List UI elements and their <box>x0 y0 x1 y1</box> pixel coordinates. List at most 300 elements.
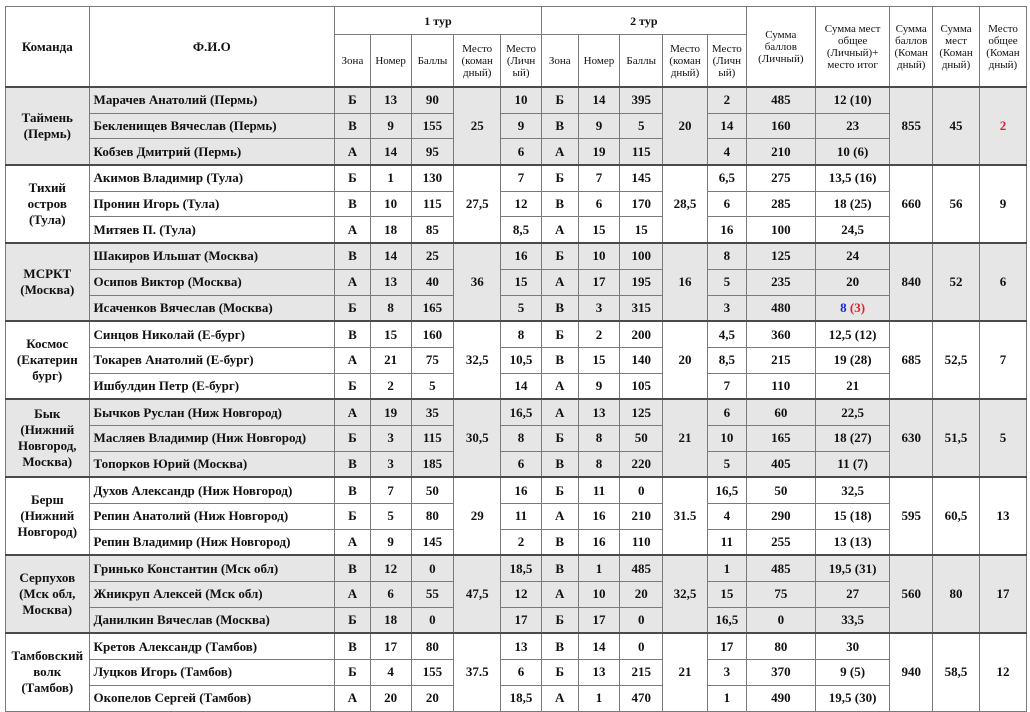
table-row <box>6 373 1027 399</box>
personal-sum: 485 <box>746 87 815 113</box>
t2-zone: Б <box>541 660 578 686</box>
t2-number: 19 <box>578 139 620 165</box>
personal-sum: 100 <box>746 217 815 243</box>
team-group <box>6 321 1027 399</box>
personal-sum: 160 <box>746 113 815 139</box>
t2-personal-place: 5 <box>707 451 746 477</box>
participant-name: Луцков Игорь (Тамбов) <box>89 660 335 686</box>
t1-personal-place: 6 <box>501 139 542 165</box>
header-place-personal-1: Место (Личн ый) <box>501 35 542 88</box>
personal-sum: 255 <box>746 529 815 555</box>
t1-number: 2 <box>370 373 411 399</box>
table-row <box>6 633 1027 659</box>
overall-place: 13 <box>979 477 1026 555</box>
table-row <box>6 607 1027 633</box>
team-group <box>6 165 1027 243</box>
places-total: 12,5 (12) <box>815 321 889 347</box>
t1-personal-place: 8 <box>501 321 542 347</box>
t2-number: 13 <box>578 399 620 425</box>
table-header <box>6 7 1027 88</box>
t1-zone: В <box>335 451 371 477</box>
t2-points: 100 <box>620 243 663 269</box>
team-places-sum: 60,5 <box>933 477 980 555</box>
t2-personal-place: 16,5 <box>707 477 746 503</box>
places-total: 13,5 (16) <box>815 165 889 191</box>
t2-personal-place: 1 <box>707 555 746 581</box>
t1-zone: А <box>335 685 371 711</box>
table-row <box>6 139 1027 165</box>
t1-number: 7 <box>370 477 411 503</box>
t2-personal-place: 3 <box>707 660 746 686</box>
t1-team-place: 37.5 <box>454 633 501 711</box>
t1-personal-place: 13 <box>501 633 542 659</box>
t1-personal-place: 14 <box>501 373 542 399</box>
participant-name: Бекленищев Вячеслав (Пермь) <box>89 113 335 139</box>
t2-number: 14 <box>578 633 620 659</box>
t2-points: 200 <box>620 321 663 347</box>
t1-team-place: 47,5 <box>454 555 501 633</box>
t1-points: 0 <box>411 607 454 633</box>
team-group <box>6 399 1027 477</box>
t2-number: 1 <box>578 685 620 711</box>
t1-personal-place: 9 <box>501 113 542 139</box>
t2-number: 15 <box>578 217 620 243</box>
t2-points: 0 <box>620 477 663 503</box>
t2-team-place: 21 <box>663 633 708 711</box>
t2-points: 15 <box>620 217 663 243</box>
t2-personal-place: 16,5 <box>707 607 746 633</box>
participant-name: Гринько Константин (Мск обл) <box>89 555 335 581</box>
t1-number: 6 <box>370 582 411 608</box>
t2-zone: Б <box>541 321 578 347</box>
t2-zone: А <box>541 373 578 399</box>
header-place-team-1: Место (коман дный) <box>454 35 501 88</box>
t2-personal-place: 4 <box>707 504 746 530</box>
t2-personal-place: 6 <box>707 399 746 425</box>
t2-team-place: 20 <box>663 321 708 399</box>
t1-zone: В <box>335 243 371 269</box>
t2-points: 395 <box>620 87 663 113</box>
table-row <box>6 425 1027 451</box>
table-row <box>6 191 1027 217</box>
table-row <box>6 504 1027 530</box>
t2-number: 8 <box>578 425 620 451</box>
t1-points: 5 <box>411 373 454 399</box>
t2-points: 145 <box>620 165 663 191</box>
places-total: 19,5 (30) <box>815 685 889 711</box>
t2-zone: Б <box>541 87 578 113</box>
participant-name: Данилкин Вячеслав (Москва) <box>89 607 335 633</box>
team-points-sum: 630 <box>890 399 933 477</box>
places-total: 27 <box>815 582 889 608</box>
t2-zone: Б <box>541 243 578 269</box>
t1-zone: А <box>335 529 371 555</box>
t1-points: 0 <box>411 555 454 581</box>
t1-zone: Б <box>335 373 371 399</box>
t2-number: 7 <box>578 165 620 191</box>
personal-sum: 0 <box>746 607 815 633</box>
header-tour2: 2 тур <box>541 7 746 35</box>
t2-zone: В <box>541 191 578 217</box>
t1-team-place: 32,5 <box>454 321 501 399</box>
t1-points: 85 <box>411 217 454 243</box>
header-zone-1: Зона <box>335 35 371 88</box>
t1-points: 155 <box>411 660 454 686</box>
t1-personal-place: 18,5 <box>501 685 542 711</box>
places-total: 19 (28) <box>815 347 889 373</box>
t2-personal-place: 6 <box>707 191 746 217</box>
participant-name: Кретов Александр (Тамбов) <box>89 633 335 659</box>
team-name: Бык (Нижний Новгород, Москва) <box>6 399 90 477</box>
team-points-sum: 685 <box>890 321 933 399</box>
t2-zone: А <box>541 217 578 243</box>
t1-points: 25 <box>411 243 454 269</box>
participant-name: Марачев Анатолий (Пермь) <box>89 87 335 113</box>
t1-number: 14 <box>370 243 411 269</box>
t2-number: 15 <box>578 347 620 373</box>
t1-zone: В <box>335 633 371 659</box>
team-group <box>6 87 1027 165</box>
team-group <box>6 243 1027 321</box>
t1-personal-place: 10,5 <box>501 347 542 373</box>
t1-zone: Б <box>335 607 371 633</box>
places-total: 24 <box>815 243 889 269</box>
t1-personal-place: 8 <box>501 425 542 451</box>
team-places-sum: 52 <box>933 243 980 321</box>
personal-sum: 485 <box>746 555 815 581</box>
t2-number: 13 <box>578 660 620 686</box>
t1-number: 20 <box>370 685 411 711</box>
t2-number: 10 <box>578 582 620 608</box>
personal-sum: 210 <box>746 139 815 165</box>
participant-name: Топорков Юрий (Москва) <box>89 451 335 477</box>
t1-zone: Б <box>335 165 371 191</box>
personal-sum: 50 <box>746 477 815 503</box>
places-total: 32,5 <box>815 477 889 503</box>
participant-name: Окопелов Сергей (Тамбов) <box>89 685 335 711</box>
t1-number: 14 <box>370 139 411 165</box>
header-sum-places: Сумма мест общее (Личный)+ место итог <box>815 7 889 88</box>
t2-number: 1 <box>578 555 620 581</box>
t1-number: 4 <box>370 660 411 686</box>
t1-number: 17 <box>370 633 411 659</box>
t1-zone: Б <box>335 660 371 686</box>
team-places-sum: 58,5 <box>933 633 980 711</box>
t2-zone: В <box>541 555 578 581</box>
personal-sum: 215 <box>746 347 815 373</box>
team-points-sum: 940 <box>890 633 933 711</box>
team-points-sum: 840 <box>890 243 933 321</box>
t1-number: 5 <box>370 504 411 530</box>
t2-number: 14 <box>578 87 620 113</box>
personal-sum: 285 <box>746 191 815 217</box>
t1-zone: А <box>335 399 371 425</box>
t1-personal-place: 16 <box>501 243 542 269</box>
team-places-sum: 80 <box>933 555 980 633</box>
t1-number: 10 <box>370 191 411 217</box>
t1-points: 90 <box>411 87 454 113</box>
team-places-sum: 51,5 <box>933 399 980 477</box>
team-name: Серпухов (Мск обл, Москва) <box>6 555 90 633</box>
places-total: 18 (25) <box>815 191 889 217</box>
overall-place: 7 <box>979 321 1026 399</box>
t1-personal-place: 17 <box>501 607 542 633</box>
t2-points: 470 <box>620 685 663 711</box>
places-total: 21 <box>815 373 889 399</box>
participant-name: Ишбулдин Петр (Е-бург) <box>89 373 335 399</box>
t2-points: 210 <box>620 504 663 530</box>
participant-name: Масляев Владимир (Ниж Новгород) <box>89 425 335 451</box>
overall-place: 17 <box>979 555 1026 633</box>
t1-points: 55 <box>411 582 454 608</box>
t1-personal-place: 5 <box>501 295 542 321</box>
t2-points: 50 <box>620 425 663 451</box>
t2-team-place: 21 <box>663 399 708 477</box>
t2-personal-place: 10 <box>707 425 746 451</box>
t1-personal-place: 12 <box>501 582 542 608</box>
t1-number: 13 <box>370 269 411 295</box>
t2-number: 10 <box>578 243 620 269</box>
overall-place: 6 <box>979 243 1026 321</box>
t2-points: 20 <box>620 582 663 608</box>
participant-name: Репин Владимир (Ниж Новгород) <box>89 529 335 555</box>
t2-zone: А <box>541 399 578 425</box>
t1-points: 145 <box>411 529 454 555</box>
t1-points: 80 <box>411 633 454 659</box>
personal-sum: 80 <box>746 633 815 659</box>
participant-name: Синцов Николай (Е-бург) <box>89 321 335 347</box>
t2-zone: А <box>541 582 578 608</box>
team-points-sum: 660 <box>890 165 933 243</box>
participant-name: Осипов Виктор (Москва) <box>89 269 335 295</box>
team-group <box>6 633 1027 711</box>
places-total-highlight: 8 <box>840 299 847 315</box>
personal-sum: 110 <box>746 373 815 399</box>
t2-zone: В <box>541 113 578 139</box>
table-row <box>6 269 1027 295</box>
t1-number: 3 <box>370 451 411 477</box>
personal-sum: 405 <box>746 451 815 477</box>
table-row <box>6 87 1027 113</box>
personal-sum: 370 <box>746 660 815 686</box>
participant-name: Токарев Анатолий (Е-бург) <box>89 347 335 373</box>
t2-points: 110 <box>620 529 663 555</box>
t2-points: 105 <box>620 373 663 399</box>
t1-points: 185 <box>411 451 454 477</box>
t2-personal-place: 1 <box>707 685 746 711</box>
overall-place: 2 <box>979 87 1026 165</box>
header-place-team-2: Место (коман дный) <box>663 35 708 88</box>
team-group <box>6 555 1027 633</box>
table-row <box>6 113 1027 139</box>
t2-points: 5 <box>620 113 663 139</box>
t1-zone: А <box>335 217 371 243</box>
t2-team-place: 16 <box>663 243 708 321</box>
t2-number: 9 <box>578 373 620 399</box>
t2-personal-place: 6,5 <box>707 165 746 191</box>
t2-zone: Б <box>541 165 578 191</box>
t1-zone: А <box>335 582 371 608</box>
t2-number: 16 <box>578 529 620 555</box>
team-name: Берш (Нижний Новгород) <box>6 477 90 555</box>
t1-number: 18 <box>370 217 411 243</box>
personal-sum: 275 <box>746 165 815 191</box>
results-table <box>5 6 1027 712</box>
team-points-sum: 595 <box>890 477 933 555</box>
t2-personal-place: 17 <box>707 633 746 659</box>
t2-team-place: 28,5 <box>663 165 708 243</box>
overall-place: 12 <box>979 633 1026 711</box>
t1-points: 115 <box>411 191 454 217</box>
personal-sum: 235 <box>746 269 815 295</box>
t1-points: 130 <box>411 165 454 191</box>
t1-number: 13 <box>370 87 411 113</box>
t1-personal-place: 6 <box>501 451 542 477</box>
t1-personal-place: 18,5 <box>501 555 542 581</box>
t1-personal-place: 2 <box>501 529 542 555</box>
t2-zone: Б <box>541 425 578 451</box>
participant-name: Исаченков Вячеслав (Москва) <box>89 295 335 321</box>
participant-name: Духов Александр (Ниж Новгород) <box>89 477 335 503</box>
table-row <box>6 217 1027 243</box>
t2-points: 315 <box>620 295 663 321</box>
t1-personal-place: 6 <box>501 660 542 686</box>
t2-points: 170 <box>620 191 663 217</box>
t2-personal-place: 2 <box>707 87 746 113</box>
t1-points: 115 <box>411 425 454 451</box>
header-zone-2: Зона <box>541 35 578 88</box>
t1-points: 95 <box>411 139 454 165</box>
places-total: 22,5 <box>815 399 889 425</box>
t1-team-place: 30,5 <box>454 399 501 477</box>
places-total: 30 <box>815 633 889 659</box>
places-total: 20 <box>815 269 889 295</box>
t2-zone: А <box>541 139 578 165</box>
table-row <box>6 451 1027 477</box>
t2-zone: В <box>541 529 578 555</box>
personal-sum: 490 <box>746 685 815 711</box>
t2-zone: В <box>541 633 578 659</box>
t1-personal-place: 12 <box>501 191 542 217</box>
t1-personal-place: 10 <box>501 87 542 113</box>
places-total-place-highlight: (3) <box>849 299 866 315</box>
table-row <box>6 582 1027 608</box>
team-places-sum: 56 <box>933 165 980 243</box>
header-sum-team-places: Сумма мест (Коман дный) <box>933 7 980 88</box>
header-number-2: Номер <box>578 35 620 88</box>
t1-zone: В <box>335 477 371 503</box>
t2-number: 9 <box>578 113 620 139</box>
team-points-sum: 560 <box>890 555 933 633</box>
t2-personal-place: 15 <box>707 582 746 608</box>
t2-number: 17 <box>578 607 620 633</box>
overall-place: 5 <box>979 399 1026 477</box>
t2-points: 220 <box>620 451 663 477</box>
t1-zone: Б <box>335 504 371 530</box>
t2-team-place: 20 <box>663 87 708 165</box>
t2-personal-place: 14 <box>707 113 746 139</box>
t1-personal-place: 11 <box>501 504 542 530</box>
header-fio: Ф.И.О <box>89 7 335 88</box>
t1-number: 19 <box>370 399 411 425</box>
t2-number: 11 <box>578 477 620 503</box>
t2-number: 17 <box>578 269 620 295</box>
t1-points: 75 <box>411 347 454 373</box>
participant-name: Кобзев Дмитрий (Пермь) <box>89 139 335 165</box>
t2-points: 125 <box>620 399 663 425</box>
t1-zone: Б <box>335 87 371 113</box>
t2-points: 0 <box>620 607 663 633</box>
places-total: 15 (18) <box>815 504 889 530</box>
t2-zone: Б <box>541 477 578 503</box>
participant-name: Пронин Игорь (Тула) <box>89 191 335 217</box>
places-total: 10 (6) <box>815 139 889 165</box>
header-tour1: 1 тур <box>335 7 542 35</box>
overall-place: 9 <box>979 165 1026 243</box>
table-row <box>6 685 1027 711</box>
t1-personal-place: 15 <box>501 269 542 295</box>
table-row <box>6 347 1027 373</box>
t2-personal-place: 4 <box>707 139 746 165</box>
t2-points: 215 <box>620 660 663 686</box>
header-sum-personal: Сумма баллов (Личный) <box>746 7 815 88</box>
team-name: Таймень (Пермь) <box>6 87 90 165</box>
t2-personal-place: 7 <box>707 373 746 399</box>
t2-personal-place: 11 <box>707 529 746 555</box>
t1-number: 9 <box>370 113 411 139</box>
t1-number: 18 <box>370 607 411 633</box>
team-name: Космос (Екатерин бург) <box>6 321 90 399</box>
places-total: 13 (13) <box>815 529 889 555</box>
team-places-sum: 52,5 <box>933 321 980 399</box>
t1-points: 165 <box>411 295 454 321</box>
t1-zone: В <box>335 321 371 347</box>
participant-name: Акимов Владимир (Тула) <box>89 165 335 191</box>
table-row <box>6 555 1027 581</box>
t2-personal-place: 3 <box>707 295 746 321</box>
header-points-1: Баллы <box>411 35 454 88</box>
t2-zone: Б <box>541 607 578 633</box>
t2-number: 3 <box>578 295 620 321</box>
team-name: МСРКТ (Москва) <box>6 243 90 321</box>
t1-personal-place: 8,5 <box>501 217 542 243</box>
table-row <box>6 243 1027 269</box>
t2-zone: В <box>541 295 578 321</box>
table-row <box>6 295 1027 321</box>
personal-sum: 165 <box>746 425 815 451</box>
places-total <box>815 295 889 321</box>
t2-personal-place: 5 <box>707 269 746 295</box>
places-total: 19,5 (31) <box>815 555 889 581</box>
team-name: Тихий остров (Тула) <box>6 165 90 243</box>
t1-number: 15 <box>370 321 411 347</box>
t1-number: 21 <box>370 347 411 373</box>
t1-number: 12 <box>370 555 411 581</box>
places-total: 9 (5) <box>815 660 889 686</box>
t1-personal-place: 16 <box>501 477 542 503</box>
team-group <box>6 477 1027 555</box>
t1-zone: Б <box>335 295 371 321</box>
t1-team-place: 27,5 <box>454 165 501 243</box>
t1-points: 20 <box>411 685 454 711</box>
personal-sum: 125 <box>746 243 815 269</box>
t2-personal-place: 8 <box>707 243 746 269</box>
header-place-personal-2: Место (Личн ый) <box>707 35 746 88</box>
t2-zone: А <box>541 504 578 530</box>
t2-personal-place: 8,5 <box>707 347 746 373</box>
t1-number: 1 <box>370 165 411 191</box>
table-row <box>6 529 1027 555</box>
